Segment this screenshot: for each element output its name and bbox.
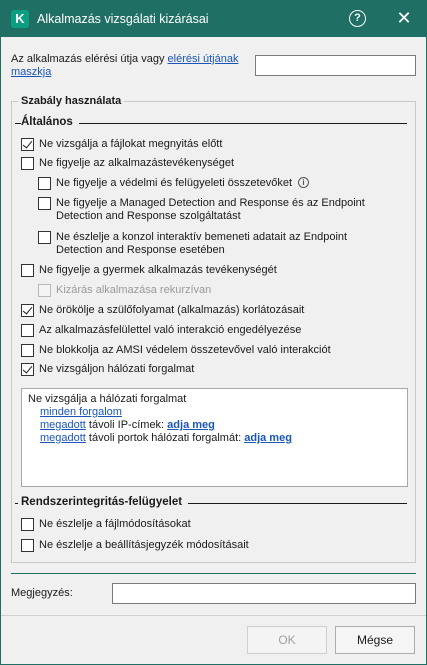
- network-line-all-traffic: [28, 406, 401, 419]
- checkbox-row-apply-recursively: [38, 284, 211, 297]
- comment-separator: [11, 573, 416, 574]
- network-heading: Ne vizsgálja a hálózati forgalmat: [28, 393, 187, 405]
- checkbox-row-no-scan-on-open[interactable]: [21, 138, 222, 151]
- checkbox-label: Ne vizsgálja a fájlokat megnyitás előtt: [39, 138, 223, 150]
- comment-label: Megjegyzés:: [11, 587, 73, 599]
- checkbox[interactable]: [21, 539, 34, 552]
- checkbox-row-no-monitor-mdr-edr[interactable]: [38, 197, 398, 223]
- path-label-text: Az alkalmazás elérési útja vagy: [11, 53, 168, 65]
- checkbox-label: Ne észlelje a fájlmódosításokat: [39, 518, 191, 530]
- checkbox[interactable]: [21, 264, 34, 277]
- checkbox-label: Ne figyelje a gyermek alkalmazás tevékenységét: [39, 264, 277, 276]
- checkbox-label: Ne blokkolja az AMSI védelem összetevővel való interakciót: [39, 344, 331, 356]
- ok-button[interactable]: OK: [247, 626, 327, 654]
- all-traffic-link[interactable]: minden forgalom: [40, 406, 122, 418]
- checkbox-row-no-monitor-protection-components[interactable]: [38, 177, 309, 190]
- checkbox[interactable]: [21, 138, 34, 151]
- cancel-button[interactable]: Mégse: [335, 626, 415, 654]
- kaspersky-logo-icon: K: [11, 10, 29, 28]
- dialog-title: Alkalmazás vizsgálati kizárásai: [37, 12, 209, 26]
- dialog-footer: [1, 615, 426, 664]
- checkbox: [38, 284, 51, 297]
- checkbox[interactable]: [38, 231, 51, 244]
- checkbox-row-no-detect-file-changes[interactable]: [21, 518, 191, 531]
- checkbox-label: Kizárás alkalmazása rekurzívan: [56, 284, 212, 296]
- path-label: [11, 53, 251, 79]
- title-bar: [1, 1, 426, 37]
- checkbox-row-no-scan-network-traffic[interactable]: [21, 363, 194, 376]
- checkbox[interactable]: [21, 324, 34, 337]
- specified-ip-link[interactable]: megadott: [40, 419, 86, 431]
- comment-input[interactable]: [112, 583, 416, 604]
- help-icon[interactable]: ?: [349, 10, 366, 27]
- general-section-title: Általános: [21, 116, 79, 128]
- checkbox-label: Ne észlelje a konzol interaktív bemeneti adatait az Endpoint Detection and Response esetében: [56, 231, 348, 256]
- integrity-section-title: Rendszerintegritás-felügyelet: [18, 496, 188, 508]
- specified-ports-link[interactable]: megadott: [40, 432, 86, 444]
- close-icon[interactable]: ✕: [396, 8, 412, 28]
- checkbox-row-no-detect-console-input[interactable]: [38, 231, 378, 257]
- network-line-ports: [28, 432, 401, 445]
- checkbox-row-no-inherit-parent-restrictions[interactable]: [21, 304, 304, 317]
- checkbox-label: Ne figyelje a védelmi és felügyeleti összetevőket: [56, 177, 293, 189]
- path-input[interactable]: [255, 55, 416, 76]
- checkbox-label: Ne figyelje a Managed Detection and Response és az Endpoint Detection and Response szolgáltatást: [56, 197, 365, 222]
- checkbox-row-allow-ui-interaction[interactable]: [21, 324, 301, 337]
- info-icon[interactable]: i: [298, 177, 309, 188]
- specify-ports-link[interactable]: adja meg: [244, 432, 292, 444]
- network-line-ip: [28, 419, 401, 432]
- remote-ports-text: távoli portok hálózati forgalmát:: [85, 432, 245, 444]
- checkbox-label: Az alkalmazásfelülettel való interakció engedélyezése: [39, 324, 302, 336]
- path-mask-link[interactable]: elérési útjának maszkja: [11, 53, 239, 78]
- rule-usage-legend: Szabály használata: [18, 95, 124, 107]
- specify-ip-link[interactable]: adja meg: [167, 419, 215, 431]
- checkbox-row-no-monitor-child-activity[interactable]: [21, 264, 277, 277]
- checkbox[interactable]: [38, 197, 51, 210]
- checkbox[interactable]: [21, 518, 34, 531]
- checkbox-row-no-monitor-app-activity[interactable]: [21, 157, 234, 170]
- checkbox[interactable]: [21, 344, 34, 357]
- checkbox[interactable]: [38, 177, 51, 190]
- remote-ip-text: távoli IP-címek:: [85, 419, 168, 431]
- checkbox-label: Ne örökölje a szülőfolyamat (alkalmazás) korlátozásait: [39, 304, 305, 316]
- checkbox-label: Ne észlelje a beállításjegyzék módosításait: [39, 539, 249, 551]
- checkbox[interactable]: [21, 363, 34, 376]
- checkbox[interactable]: [21, 304, 34, 317]
- checkbox-row-no-block-amsi[interactable]: [21, 344, 331, 357]
- checkbox-row-no-detect-registry-changes[interactable]: [21, 539, 249, 552]
- checkbox[interactable]: [21, 157, 34, 170]
- checkbox-label: Ne figyelje az alkalmazástevékenységet: [39, 157, 235, 169]
- network-traffic-box: [21, 388, 408, 487]
- checkbox-label: Ne vizsgáljon hálózati forgalmat: [39, 363, 195, 375]
